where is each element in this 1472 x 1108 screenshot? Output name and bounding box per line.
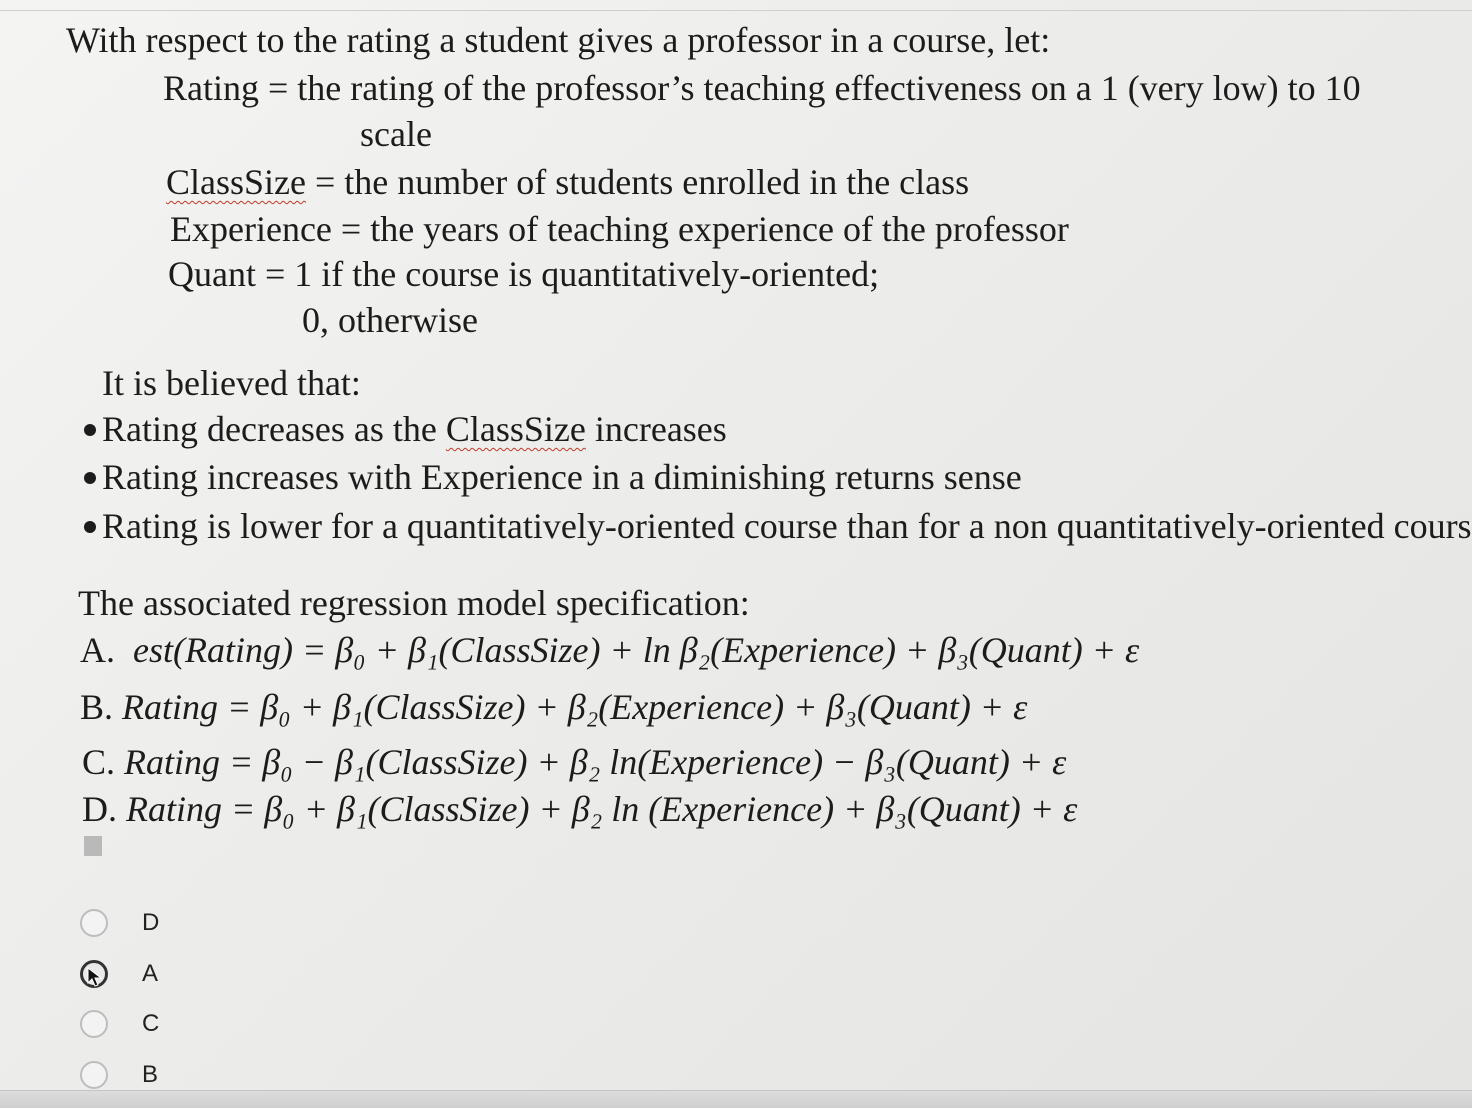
choice-equation: est(Rating) = β₀ + β₁(ClassSize) + ln β₂(Experience) + β₃(Quant) + ε [133,630,1140,670]
definition-quant: Quant = 1 if the course is quantitatively-oriented; [168,254,880,294]
image-placeholder [84,836,102,856]
radio-button[interactable] [80,1061,108,1089]
choice-a [80,632,1139,668]
radio-button[interactable] [80,1010,108,1038]
answer-option-a[interactable] [80,956,158,992]
spec-heading: The associated regression model specification: [78,583,750,623]
definition-quant-otherwise: 0, otherwise [302,300,478,340]
answer-option-c[interactable] [80,1006,159,1042]
choice-c [82,744,1066,780]
choice-b [80,689,1027,725]
question-intro: With respect to the rating a student gives a professor in a course, let: [66,20,1051,60]
bullet-icon [84,472,96,484]
classsize-term: ClassSize [166,162,306,202]
answer-label: D [142,909,160,936]
choice-letter: C. [82,742,116,782]
definition-rating-continued: scale [360,114,432,154]
bullet-icon [84,521,96,533]
believed-intro: It is believed that: [102,363,361,403]
answer-option-d[interactable] [80,905,159,941]
bullet-icon [84,424,96,436]
definition-classsize [166,164,969,200]
belief-item-experience: Rating increases with Experience in a diminishing returns sense [84,459,1022,495]
mouse-pointer-icon [87,967,103,987]
choice-equation: Rating = β₀ + β₁(ClassSize) + β₂(Experience) + β₃(Quant) + ε [122,687,1028,727]
classsize-term: ClassSize [445,409,586,449]
choice-equation: Rating = β₀ − β₁(ClassSize) + β₂ ln(Experience) − β₃(Quant) + ε [124,742,1067,782]
answer-label: A [142,960,159,987]
definition-experience: Experience = the years of teaching experience of the professor [170,209,1069,249]
choice-letter: D. [82,789,117,829]
answer-label: C [142,1010,160,1037]
answer-option-b[interactable] [80,1057,158,1093]
choice-d [82,791,1077,827]
classsize-definition: = the number of students enrolled in the class [306,162,970,202]
top-border [0,0,1472,11]
choice-letter: B. [80,687,114,727]
choice-equation: Rating = β₀ + β₁(ClassSize) + β₂ ln (Experience) + β₃(Quant) + ε [126,789,1078,829]
radio-button-selected[interactable] [80,960,108,988]
answer-label: B [142,1061,159,1088]
radio-button[interactable] [80,909,108,937]
choice-letter: A. [80,630,115,670]
definition-rating: Rating = the rating of the professor’s teaching effectiveness on a 1 (very low) to 10 [163,68,1361,108]
bottom-border [0,1090,1472,1108]
belief-item-quant: Rating is lower for a quantitatively-oriented course than for a non quantitatively-oriented cours [84,508,1472,544]
belief-item-classsize: Rating decreases as the ClassSize increases [84,411,727,447]
